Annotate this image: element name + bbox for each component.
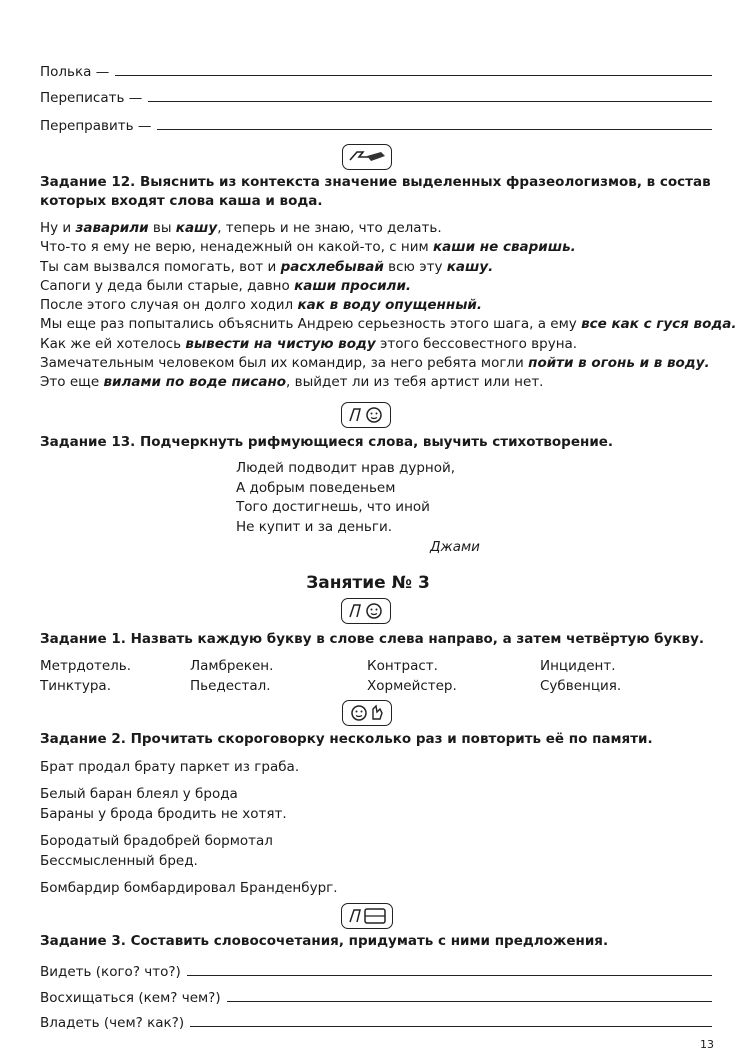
sentence: Это еще вилами по воде писано, выйдет ли из тебя артист или нет. (40, 374, 544, 391)
sentence: Сапоги у деда были старые, давно каши просили. (40, 277, 412, 294)
sentence: Мы еще раз попытались объяснить Андрею серьезность этого шага, а ему все как с гуся вода. (40, 316, 736, 333)
hand-face-icon (341, 598, 391, 624)
lesson-title: Занятие № 3 (306, 573, 430, 593)
tongue-twister-2: Белый баран блеял у брода Бараны у брода бродить не хотят. (40, 786, 287, 822)
task-12-sentences (40, 219, 736, 393)
word-item: Ламбрекен. (190, 658, 274, 674)
idiom-highlight: вилами по воде писано (103, 374, 287, 391)
idiom-highlight: расхлебывай (280, 258, 384, 275)
task-3-title: Задание 3. Составить словосочетания, придумать с ними предложения. (40, 933, 609, 949)
word-item: Субвенция. (540, 678, 622, 694)
task-12-title: Задание 12. Выяснить из контекста значение выделенных фразеологизмов, в состав которых входят слова каша и вода. (40, 174, 711, 209)
fill-line-polka: Полька — (40, 64, 712, 80)
hand-eraser-icon (342, 144, 392, 170)
idiom-highlight: кашу. (446, 258, 494, 275)
idiom-highlight: все как с гуся вода. (581, 316, 736, 333)
idiom-highlight: кашу (175, 220, 218, 236)
tongue-twister-3: Бородатый брадобрей бормотал Бессмысленный бред. (40, 833, 273, 869)
word-item: Контраст. (367, 658, 438, 674)
sentence: Ты сам вызвался помогать, вот и расхлебывай всю эту кашу. (40, 258, 494, 275)
idiom-highlight: заварили (75, 220, 149, 236)
fill-line-videt: Видеть (кого? что?) (40, 964, 712, 980)
task-1-title: Задание 1. Назвать каждую букву в слове слева направо, а затем четвёртую букву. (40, 631, 704, 647)
poem-line: Людей подводит нрав дурной, (236, 460, 456, 476)
poem-line: А добрым поведеньем (236, 479, 396, 496)
sentence: Замечательным человеком был их командир, за него ребята могли пойти в огонь и в воду. (40, 355, 710, 372)
fill-line-perepisat: Переписать — (40, 90, 712, 106)
face-hand-icon (342, 700, 392, 726)
poem-line: Не купит и за деньги. (236, 518, 393, 535)
fill-line-perepravit: Переправить — (40, 118, 712, 134)
sentence: Ну и заварили вы кашу, теперь и не знаю, что делать. (40, 220, 442, 236)
word-item: Хормейстер. (367, 678, 457, 694)
idiom-highlight: каши не сваришь. (433, 239, 576, 256)
poem-author: Джами (430, 539, 480, 555)
hand-card-icon (341, 903, 393, 929)
word-item: Пьедестал. (190, 678, 271, 694)
idiom-highlight: вывести на чистую воду (185, 335, 376, 352)
word-item: Метрдотель. (40, 658, 132, 674)
poem (236, 459, 455, 537)
sentence: Как же ей хотелось вывести на чистую воду этого бессовестного вруна. (40, 335, 578, 352)
fill-line-voshishchatsya: Восхищаться (кем? чем?) (40, 990, 712, 1006)
sentence: Что-то я ему не верю, ненадежный он какой-то, с ним каши не сваришь. (40, 239, 576, 256)
word-item: Инцидент. (540, 658, 616, 674)
hand-face-icon (341, 402, 391, 428)
word-item: Тинктура. (40, 678, 111, 694)
idiom-highlight: каши просили. (294, 277, 412, 294)
task-13-title: Задание 13. Подчеркнуть рифмующиеся слова, выучить стихотворение. (40, 434, 614, 450)
tongue-twister-1: Брат продал брату паркет из граба. (40, 759, 300, 775)
tongue-twister-4: Бомбардир бомбардировал Бранденбург. (40, 880, 338, 896)
sentence: После этого случая он долго ходил как в воду опущенный. (40, 297, 482, 314)
idiom-highlight: пойти в огонь и в воду. (528, 355, 710, 372)
poem-line: Того достигнешь, что иной (236, 499, 430, 515)
fill-line-vladet: Владеть (чем? как?) (40, 1015, 712, 1031)
page-number: 13 (700, 1038, 714, 1051)
idiom-highlight: как в воду опущенный. (297, 297, 482, 314)
task-2-title: Задание 2. Прочитать скороговорку несколько раз и повторить её по памяти. (40, 731, 653, 747)
